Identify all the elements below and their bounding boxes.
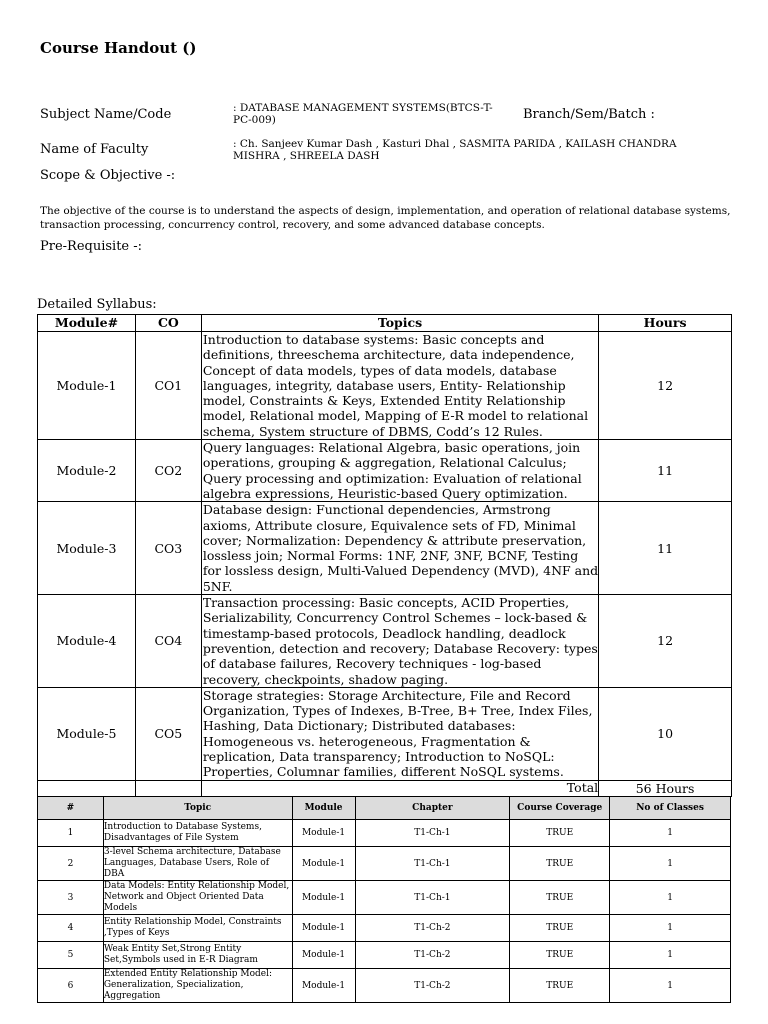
coverage-cell: TRUE: [510, 915, 610, 942]
topic-cell: Extended Entity Relationship Model: Generalization, Specialization, Aggregation: [103, 969, 292, 1003]
topic-cell: 3-level Schema architecture, Database Languages, Database Users, Role of DBA: [103, 847, 292, 881]
hours-cell: 12: [599, 332, 732, 440]
module-cell: Module-1: [38, 332, 136, 440]
topics-cell: Transaction processing: Basic concepts, ACID Properties, Serializability, Concurrency Control Schemes – lock-based & timestamp-based protocols, Deadlock handling, deadlock prevention, detection and recovery; Database Recovery: types of database failures, Recovery techniques - log-based recovery, checkpoints, shadow paging.: [202, 595, 598, 687]
subject-value: : DATABASE MANAGEMENT SYSTEMS(BTCS-T-PC-009): [233, 102, 493, 126]
total-label: Total: [201, 780, 598, 796]
topics-cell: Introduction to database systems: Basic concepts and definitions, threeschema architecture, data independence, Concept of data models, types of data models, database languages, integrity, database users, Entity- Relationship model, Constraints & Keys, Extended Entity Relationship model, Relational model, Mapping of E-R model to relational schema, System structure of DBMS, Codd’s 12 Rules.: [201, 332, 598, 440]
topics-cell: Database design: Functional dependencies, Armstrong axioms, Attribute closure, Equivalence sets of FD, Minimal cover; Normalization: Dependency & attribute preservation, lossless join; Normal Forms: 1NF, 2NF, 3NF, BCNF, Testing for lossless design, Multi-Valued Dependency (MVD), 4NF and 5NF.: [202, 502, 599, 594]
classes-cell: 1: [610, 915, 731, 942]
scope-label: Scope & Objective -:: [40, 168, 176, 183]
syllabus-heading: Detailed Syllabus:: [37, 297, 157, 312]
topics-cell: Query languages: Relational Algebra, basic operations, join operations, grouping & aggregation, Relational Calculus; Query processing and optimization: Evaluation of relational algebra expressions, Heuristic-based Query optimization.: [201, 440, 598, 502]
col-header-topic: Topic: [103, 797, 292, 820]
coverage-cell: TRUE: [510, 942, 610, 969]
branch-label: Branch/Sem/Batch :: [523, 107, 655, 122]
module-cell: Module-5: [38, 687, 136, 780]
topics-cell: Storage strategies: Storage Architecture, File and Record Organization, Types of Indexes, B-Tree, B+ Tree, Index Files, Hashing, Data Dictionary; Distributed databases: Homogeneous vs. heterogeneous, Fragmentation & replication, Data transparency; Introduction to NoSQL: Properties, Columnar families, different NoSQL systems.: [201, 687, 598, 780]
page-title: Course Handout (): [40, 39, 197, 57]
coverage-cell: TRUE: [510, 881, 610, 915]
hours-cell: 11: [599, 440, 732, 502]
syllabus-table: [37, 314, 732, 797]
module-cell: Module-1: [292, 969, 355, 1003]
table-row: [38, 687, 732, 780]
co-cell: CO5: [135, 687, 201, 780]
faculty-label: Name of Faculty: [40, 142, 149, 157]
prereq-label: Pre-Requisite -:: [40, 239, 143, 254]
col-header-num: #: [38, 797, 104, 820]
hours-cell: 12: [599, 595, 732, 688]
col-header-module: Module: [292, 797, 355, 820]
module-cell: Module-1: [292, 820, 355, 847]
chapter-cell: T1-Ch-1: [355, 820, 510, 847]
table-row: [38, 942, 731, 969]
col-header-chapter: Chapter: [355, 797, 510, 820]
classes-cell: 1: [610, 820, 731, 847]
faculty-value: : Ch. Sanjeev Kumar Dash , Kasturi Dhal , SASMITA PARIDA , KAILASH CHANDRA MISHRA , SHREELA DASH: [233, 138, 677, 162]
topic-cell: Introduction to Database Systems, Disadvantages of File System: [103, 820, 292, 847]
chapter-cell: T1-Ch-2: [355, 969, 510, 1003]
chapter-cell: T1-Ch-2: [355, 942, 510, 969]
empty-cell: [38, 780, 136, 796]
co-cell: CO4: [135, 595, 201, 688]
co-cell: CO3: [135, 502, 201, 595]
chapter-cell: T1-Ch-1: [355, 847, 510, 881]
table-row: [38, 332, 732, 440]
coverage-cell: TRUE: [510, 969, 610, 1003]
table-row: [38, 502, 732, 595]
topic-cell: Entity Relationship Model, Constraints ,Types of Keys: [103, 915, 292, 942]
co-cell: CO2: [135, 440, 201, 502]
module-cell: Module-4: [38, 595, 136, 688]
col-header-hours: Hours: [599, 315, 732, 332]
module-cell: Module-2: [38, 440, 136, 502]
hours-cell: 10: [599, 687, 732, 780]
num-cell: 3: [38, 881, 104, 915]
classes-cell: 1: [610, 969, 731, 1003]
num-cell: 4: [38, 915, 104, 942]
table-row: [38, 969, 731, 1003]
module-cell: Module-1: [292, 915, 355, 942]
total-row: [38, 780, 732, 796]
module-cell: Module-1: [292, 942, 355, 969]
col-header-topics: Topics: [201, 315, 598, 332]
table-row: [38, 881, 731, 915]
col-header-coverage: Course Coverage: [510, 797, 610, 820]
table-row: [38, 847, 731, 881]
coverage-cell: TRUE: [510, 847, 610, 881]
total-value: 56 Hours: [599, 780, 732, 796]
table-row: [38, 440, 732, 502]
coverage-cell: TRUE: [510, 820, 610, 847]
num-cell: 1: [38, 820, 104, 847]
module-cell: Module-1: [292, 847, 355, 881]
classes-cell: 1: [610, 942, 731, 969]
module-cell: Module-3: [38, 502, 136, 595]
topic-cell: Weak Entity Set,Strong Entity Set,Symbols used in E-R Diagram: [103, 942, 292, 969]
empty-cell: [135, 780, 201, 796]
col-header-module: Module#: [38, 315, 136, 332]
num-cell: 2: [38, 847, 104, 881]
syllabus-header-row: [38, 315, 732, 332]
table-row: [38, 915, 731, 942]
col-header-co: CO: [135, 315, 201, 332]
lesson-plan-table: [37, 796, 731, 1003]
num-cell: 6: [38, 969, 104, 1003]
classes-cell: 1: [610, 881, 731, 915]
chapter-cell: T1-Ch-2: [355, 915, 510, 942]
table-row: [38, 820, 731, 847]
chapter-cell: T1-Ch-1: [355, 881, 510, 915]
plan-header-row: [38, 797, 731, 820]
classes-cell: 1: [610, 847, 731, 881]
subject-label: Subject Name/Code: [40, 107, 172, 122]
co-cell: CO1: [135, 332, 201, 440]
topic-cell: Data Models: Entity Relationship Model, Network and Object Oriented Data Models: [103, 881, 292, 915]
module-cell: Module-1: [292, 881, 355, 915]
table-row: [38, 595, 732, 688]
num-cell: 5: [38, 942, 104, 969]
hours-cell: 11: [599, 502, 732, 595]
col-header-classes: No of Classes: [610, 797, 731, 820]
objective-text: The objective of the course is to understand the aspects of design, implementation, and operation of relational database systems, transaction processing, concurrency control, recovery, and some advanced database concepts.: [40, 205, 731, 231]
